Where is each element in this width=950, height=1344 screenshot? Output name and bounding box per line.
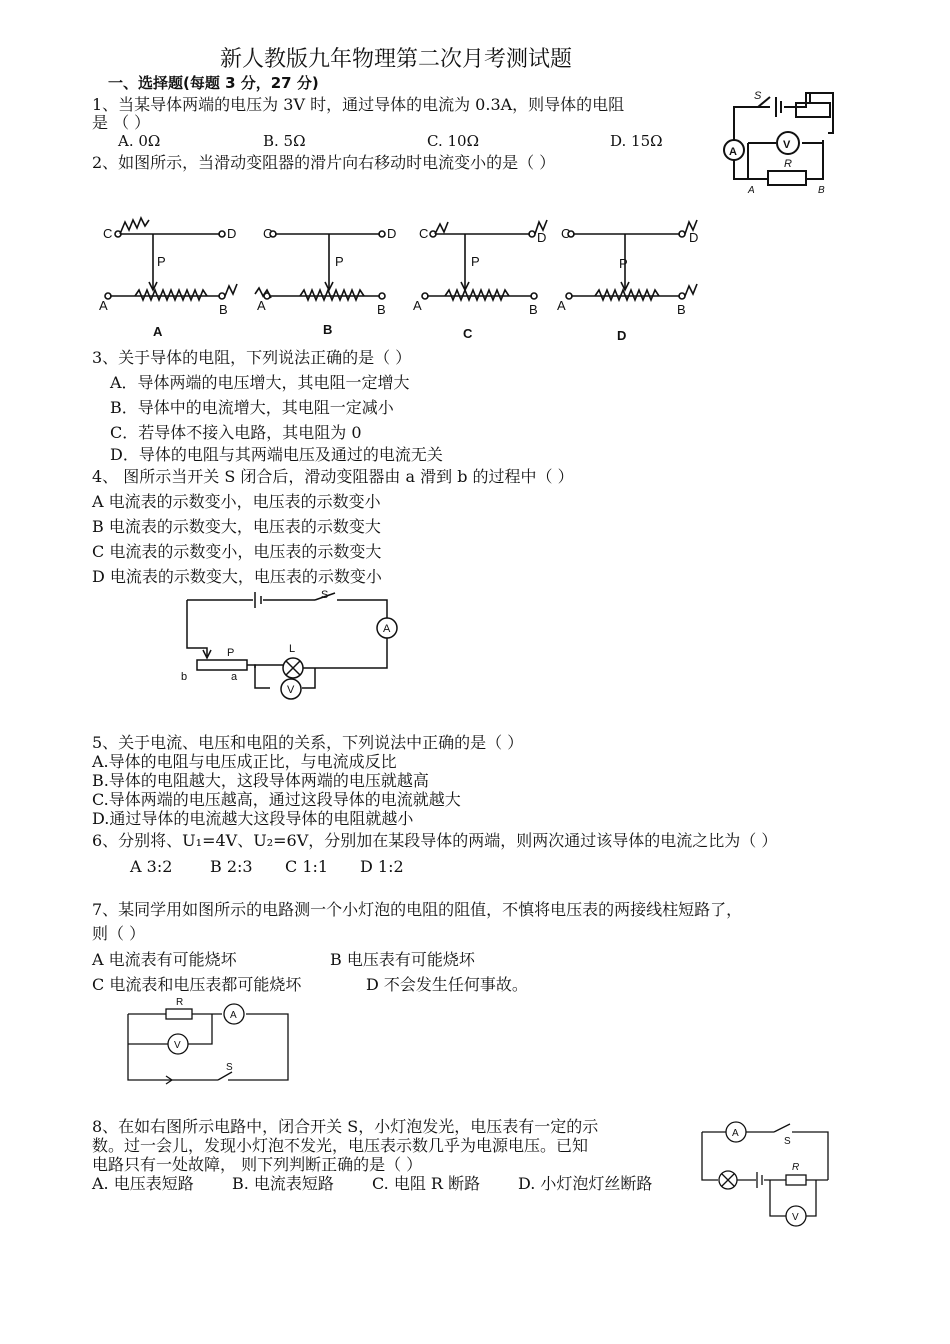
question-5-line-1: 5、关于电流、电压和电阻的关系，下列说法中正确的是（ ） [92,733,524,752]
question-8-line-1: 8、在如右图所示电路中，闭合开关 S，小灯泡发光，电压表有一定的示 [92,1117,599,1136]
q4-switch-label: S [321,589,329,601]
q5-option-a: A.导体的电阻与电压成正比，与电流成反比 [92,752,397,771]
q4-slider-label: P [227,647,235,659]
q6-option-d: D 1:2 [360,857,404,876]
q8-circuit-diagram [698,1118,833,1228]
question-7-line-2: 则（ ） [92,924,146,943]
q1-option-b: B. 5Ω [263,132,306,150]
q4-option-b: B 电流表的示数变大，电压表的示数变大 [92,517,381,536]
question-8-line-2: 数。过一会儿，发现小灯泡不发光，电压表示数几乎为电源电压。已知 [92,1136,589,1155]
q1-ammeter-label: A [729,146,737,158]
fig-d-terminal-a: A [557,298,566,313]
fig-b-slider-p: P [335,254,344,269]
q8-option-b: B. 电流表短路 [232,1174,334,1193]
fig-a-slider-p: P [157,254,166,269]
q3-option-c: C．若导体不接入电路，其电阻为 0 [110,423,362,442]
q4-end-a-label: a [231,671,238,683]
q8-option-c: C. 电阻 R 断路 [372,1174,481,1193]
question-3-line-1: 3、关于导体的电阻，下列说法正确的是（ ） [92,348,412,367]
q5-option-d: D.通过导体的电流越大这段导体的电阻就越小 [92,809,414,828]
question-1-line-2: 是 （ ） [92,113,151,132]
q7-option-d: D 不会发生任何事故。 [366,975,528,994]
q8-ammeter-label: A [732,1128,739,1139]
question-4-line-1: 4、 图所示当开关 S 闭合后，滑动变阻器由 a 滑到 b 的过程中（ ） [92,467,574,486]
fig-d-terminal-d: D [689,230,699,245]
section-heading: 一、选择题(每题 3 分，27 分) [108,74,319,92]
fig-b-terminal-a: A [257,298,266,313]
q3-option-a: A．导体两端的电压增大，其电阻一定增大 [110,373,410,392]
fig-b-terminal-c: C [263,226,273,241]
q7-option-a: A 电流表有可能烧坏 [92,950,237,969]
q4-end-b-label: b [181,671,188,683]
q8-switch-label: S [784,1136,791,1147]
q4-lamp-label: L [289,643,296,655]
q3-option-b: B．导体中的电流增大，其电阻一定减小 [110,398,394,417]
fig-label-c: C [463,326,473,341]
fig-c-terminal-c: C [419,226,429,241]
q7-ammeter-label: A [230,1010,237,1021]
question-8-line-3: 电路只有一处故障， 则下列判断正确的是（ ） [92,1155,423,1174]
q4-option-a: A 电流表的示数变小，电压表的示数变小 [92,492,381,511]
q1-option-a: A. 0Ω [118,132,161,150]
q1-option-c: C. 10Ω [427,132,480,150]
q1-voltmeter-label: V [783,139,791,151]
fig-d-terminal-b: B [677,302,686,317]
fig-b-terminal-b: B [377,302,386,317]
q1-circuit-diagram [718,85,848,200]
fig-label-b: B [323,322,333,337]
fig-a-terminal-a: A [99,298,108,313]
q7-circuit-diagram [122,996,302,1088]
q1-terminal-a: A [748,185,755,196]
q5-option-b: B.导体的电阻越大，这段导体两端的电压就越高 [92,771,429,790]
fig-c-terminal-d: D [537,230,547,245]
q4-circuit-diagram [175,588,415,713]
fig-a-terminal-c: C [103,226,113,241]
fig-d-terminal-c: C [561,226,571,241]
q8-resistor-label: R [792,1162,800,1173]
fig-c-terminal-a: A [413,298,422,313]
q5-option-c: C.导体两端的电压越高，通过这段导体的电流就越大 [92,790,461,809]
fig-a-terminal-b: B [219,302,228,317]
q8-option-d: D. 小灯泡灯丝断路 [518,1174,653,1193]
fig-label-a: A [153,324,163,339]
q3-option-d: D．导体的电阻与其两端电压及通过的电流无关 [110,445,443,464]
fig-b-terminal-d: D [387,226,397,241]
page-title: 新人教版九年物理第二次月考测试题 [220,47,573,72]
q4-option-c: C 电流表的示数变小，电压表的示数变大 [92,542,382,561]
question-2-line-1: 2、如图所示，当滑动变阻器的滑片向右移动时电流变小的是（ ） [92,153,556,172]
q4-ammeter-label: A [383,623,391,635]
q4-option-d: D 电流表的示数变大，电压表的示数变小 [92,567,382,586]
q7-switch-label: S [226,1062,233,1073]
q1-resistor-label: R [784,158,792,170]
q6-option-b: B 2:3 [210,857,253,876]
fig-c-slider-p: P [471,254,480,269]
q6-option-c: C 1:1 [285,857,329,876]
q8-option-a: A. 电压表短路 [92,1174,194,1193]
q7-option-c: C 电流表和电压表都可能烧坏 [92,975,302,994]
q1-switch-label: S [754,90,762,102]
fig-label-d: D [617,328,627,343]
q7-option-b: B 电压表有可能烧坏 [330,950,475,969]
q4-voltmeter-label: V [287,684,295,696]
q2-rheostat-figures [95,210,725,345]
q7-voltmeter-label: V [174,1040,181,1051]
fig-c-terminal-b: B [529,302,538,317]
q7-resistor-label: R [176,997,184,1008]
question-1-line-1: 1、当某导体两端的电压为 3V 时，通过导体的电流为 0.3A，则导体的电阻 [92,95,625,114]
fig-a-terminal-d: D [227,226,237,241]
q1-option-d: D. 15Ω [610,132,663,150]
question-6-line-1: 6、分别将、U₁=4V、U₂=6V，分别加在某段导体的两端，则两次通过该导体的电流之比为（ ） [92,831,778,850]
q1-terminal-b: B [818,185,825,196]
fig-d-slider-p: P [619,256,628,271]
q6-option-a: A 3:2 [130,857,173,876]
q8-voltmeter-label: V [792,1212,799,1223]
question-7-line-1: 7、某同学用如图所示的电路测一个小灯泡的电阻的阻值，不慎将电压表的两接线柱短路了， [92,900,743,919]
